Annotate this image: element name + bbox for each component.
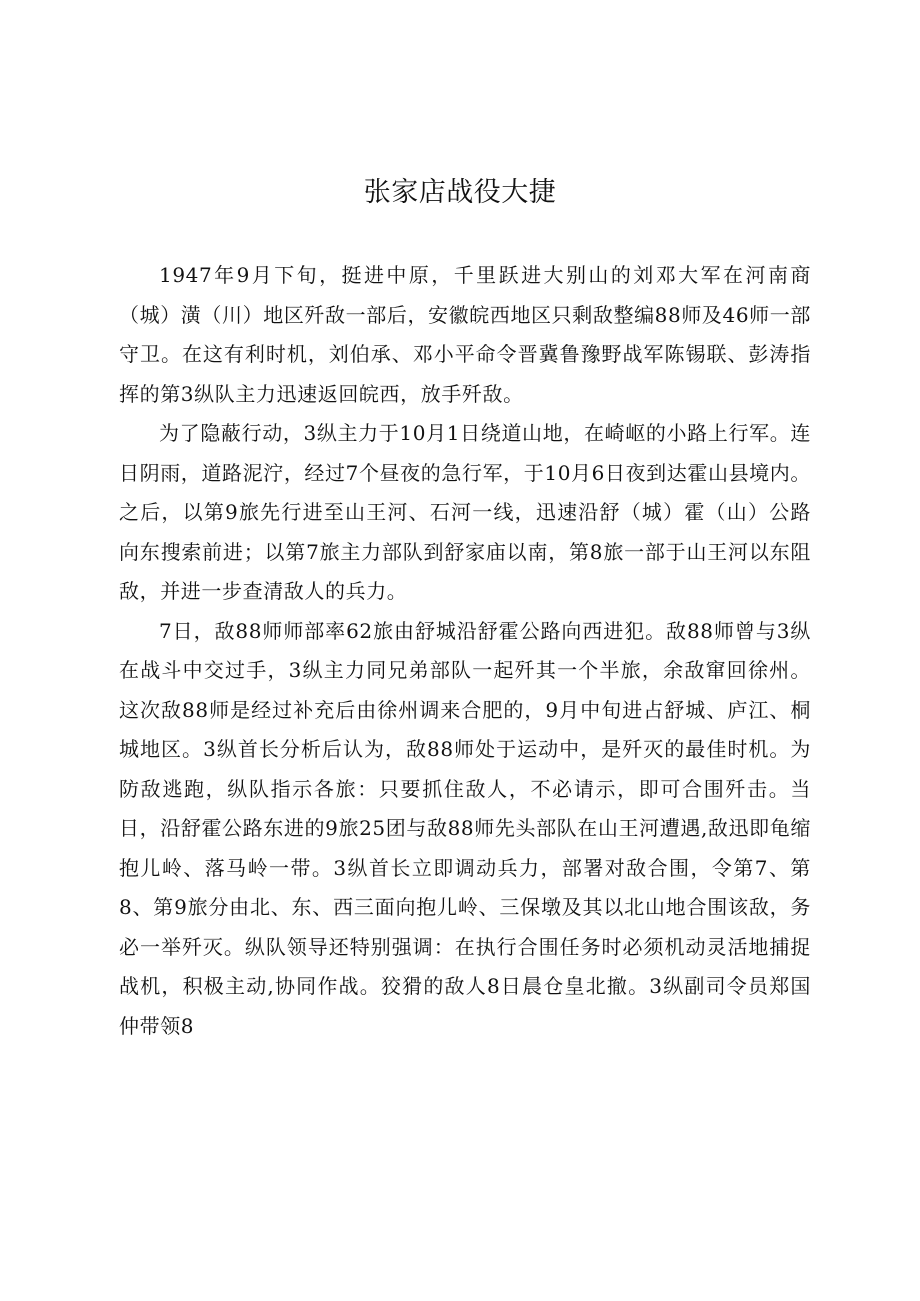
document-title: 张家店战役大捷 [363,177,557,208]
paragraph-2: 为了隐蔽行动，3纵主力于10月1日绕道山地，在崎岖的小路上行军。连日阴雨，道路泥泞，经过7个昼夜的急行军，于10月6日夜到达霍山县境内。之后，以第9旅先行进至山王河、石河一线，迅速沿舒（城）霍（山）公路向东搜索前进；以第7旅主力部队到舒家庙以南，第8旅一部于山王河以东阻敌，并进一步查清敌人的兵力。 [119,421,811,603]
document-body [119,256,811,1046]
paragraph-3: 7日，敌88师师部率62旅由舒城沿舒霍公路向西进犯。敌88师曾与3纵在战斗中交过手，3纵主力同兄弟部队一起歼其一个半旅，余敌窜回徐州。这次敌88师是经过补充后由徐州调来合肥的，9月中旬进占舒城、庐江、桐城地区。3纵首长分析后认为，敌88师处于运动中，是歼灭的最佳时机。为防敌逃跑，纵队指示各旅：只要抓住敌人，不必请示，即可合围歼击。当日，沿舒霍公路东进的9旅25团与敌88师先头部队在山王河遭遇,敌迅即龟缩抱儿岭、落马岭一带。3纵首长立即调动兵力，部署对敌合围，令第7、第8、第9旅分由北、东、西三面向抱儿岭、三保墩及其以北山地合围该敌，务必一举歼灭。纵队领导还特别强调：在执行合围任务时必须机动灵活地捕捉战机，积极主动,协同作战。狡猾的敌人8日晨仓皇北撤。3纵副司令员郑国仲带领8 [119,618,811,1038]
paragraph-1: 1947年9月下旬，挺进中原，千里跃进大别山的刘邓大军在河南商（城）潢（川）地区歼敌一部后，安徽皖西地区只剩敌整编88师及46师一部守卫。在这有利时机，刘伯承、邓小平命令晋冀鲁豫野战军陈锡联、彭涛指挥的第3纵队主力迅速返回皖西，放手歼敌。 [119,263,811,406]
